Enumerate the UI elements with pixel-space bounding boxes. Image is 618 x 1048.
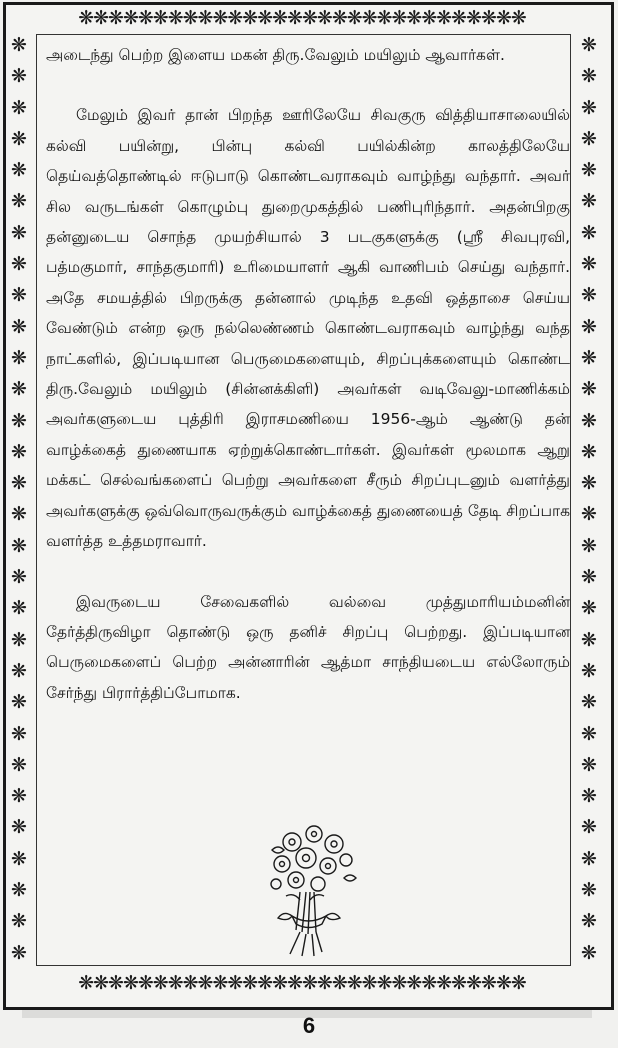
paragraph-1: அடைந்து பெற்ற இளைய மகன் திரு.வேலும் மயிலும் ஆவார்கள். bbox=[46, 46, 505, 64]
paragraph-2: மேலும் இவர் தான் பிறந்த ஊரிலேயே சிவகுரு வித்தியாசாலையில் கல்வி பயின்று, பின்பு கல்வி பயில்கின்ற காலத்திலேயே தெய்வத்தொண்டில் ஈடுபாடு கொண்டவராகவும் வாழ்ந்து வந்தார். அவர் சில வருடங்கள் கொழும்பு துறைமுகத்தில் பணிபுரிந்தார். அதன்பிறகு தன்னுடைய சொந்த முயற்சியால் 3 படகுகளுக்கு (ஸ்ரீ சிவபுரவி, பத்மகுமார், சாந்தகுமாரி) உரிமையாளர் ஆகி வாணிபம் செய்து வந்தார். அதே சமயத்தில் பிறருக்கு தன்னால் முடிந்த உதவி ஒத்தாசை செய்ய வேண்டும் என்ற ஒரு நல்லெண்ணம் கொண்டவராகவும் வாழ்ந்து வந்த நாட்களில், இப்படியான பெருமைகளையும், சிறப்புக்களையும் கொண்ட திரு.வேலும் மயிலும் (சின்னக்கிளி) அவர்கள் வடிவேலு-மாணிக்கம் அவர்களுடைய புத்திரி இராசமணியை 1956-ஆம் ஆண்டு தன் வாழ்க்கைத் துணையாக ஏற்றுக்கொண்டார்கள். இவர்கள் மூலமாக ஆறு மக்கட் செல்வங்களைப் பெற்று அவர்களை சீரும் சிறப்புடனும் வளர்த்து அவர்களுக்கு ஒவ்வொருவருக்கும் வாழ்க்கைத் துணையைத் தேடி சிறப்பாக வளர்த்த உத்தமராவார். bbox=[46, 106, 570, 551]
floral-border-left: ❋❋❋❋❋❋❋❋❋❋❋❋❋❋❋❋❋❋❋❋❋❋❋❋❋❋❋❋❋❋ bbox=[11, 34, 27, 964]
floral-border-bottom: ❋❋❋❋❋❋❋❋❋❋❋❋❋❋❋❋❋❋❋❋❋❋❋❋❋❋❋❋❋❋ bbox=[78, 972, 526, 994]
floral-border-right: ❋❋❋❋❋❋❋❋❋❋❋❋❋❋❋❋❋❋❋❋❋❋❋❋❋❋❋❋❋❋ bbox=[581, 34, 597, 964]
body-text bbox=[46, 40, 570, 708]
floral-border-top: ❋❋❋❋❋❋❋❋❋❋❋❋❋❋❋❋❋❋❋❋❋❋❋❋❋❋❋❋❋❋ bbox=[78, 7, 526, 29]
paragraph-3: இவருடைய சேவைகளில் வல்வை முத்துமாரியம்மனின் தேர்த்திருவிழா தொண்டு ஒரு தனிச் சிறப்பு பெற்றது. இப்படியான பெருமைகளைப் பெற்ற அன்னாரின் ஆத்மா சாந்தியடைய எல்லோரும் சேர்ந்து பிரார்த்திப்போமாக. bbox=[46, 592, 570, 702]
page-number: 6 bbox=[302, 1013, 316, 1038]
flower-bouquet-icon bbox=[262, 820, 360, 960]
